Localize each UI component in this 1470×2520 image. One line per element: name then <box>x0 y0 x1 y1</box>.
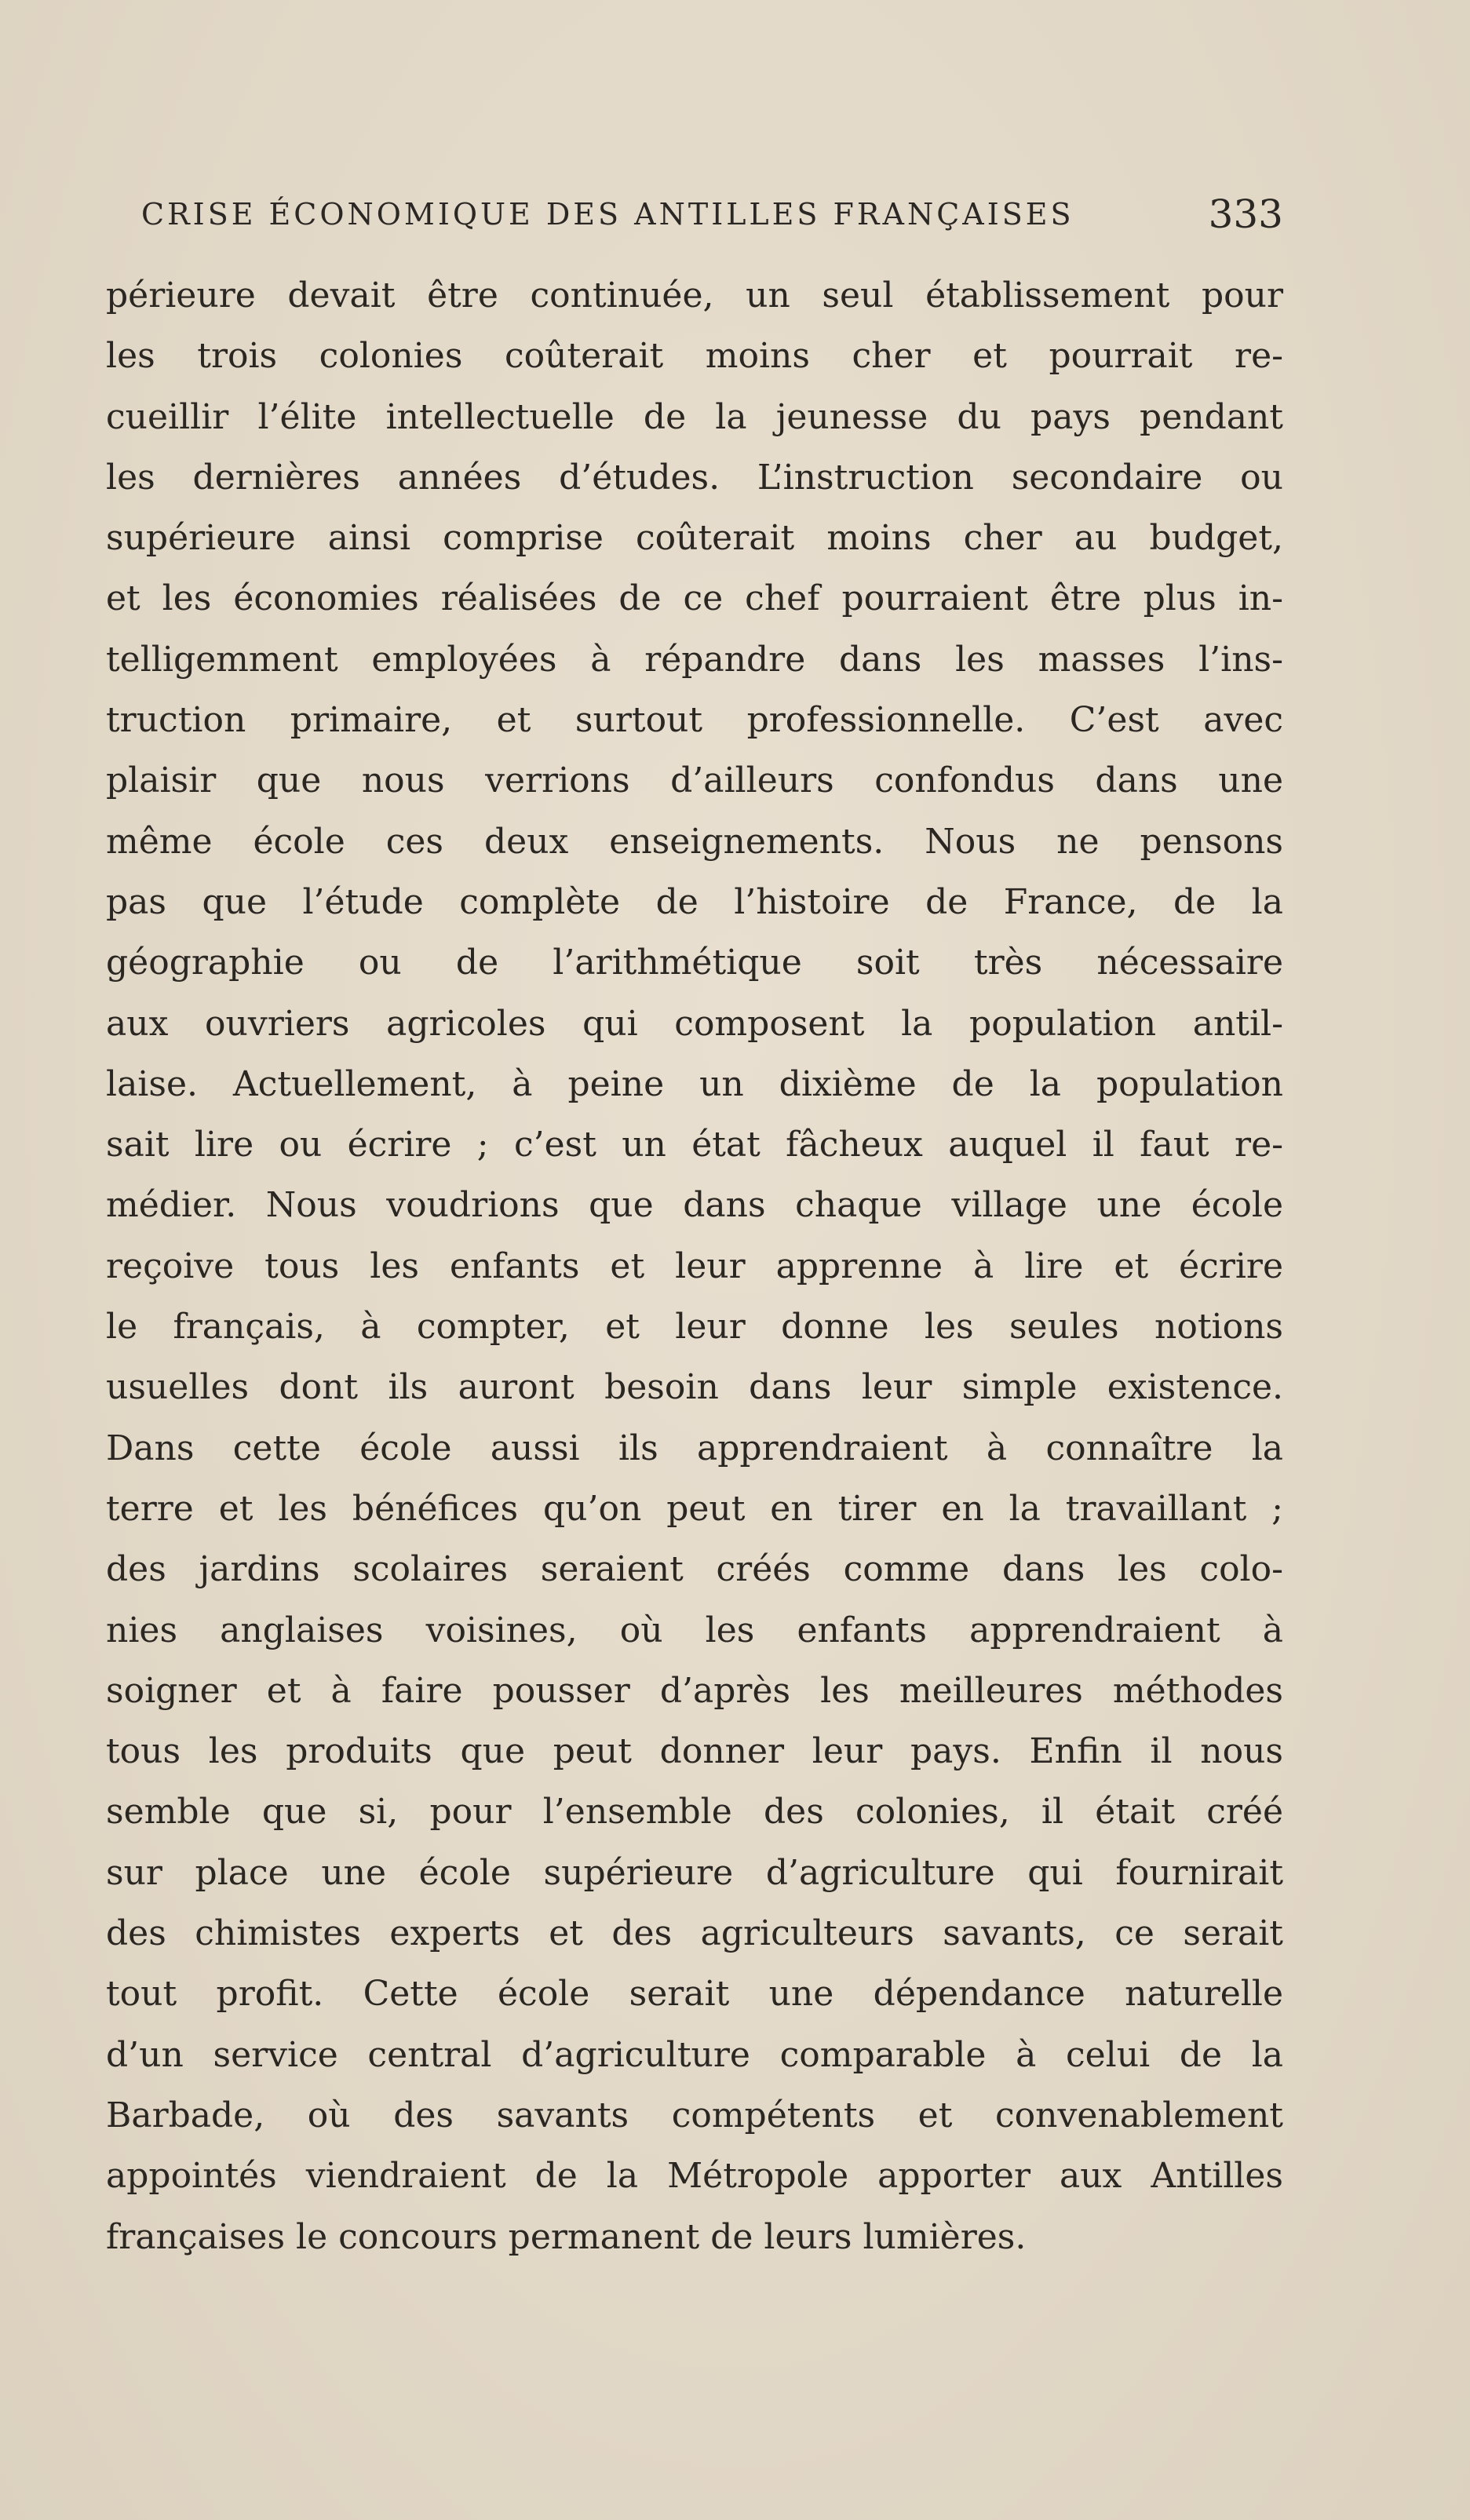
text-line: reçoive tous les enfants et leur apprenne à lire et écrire <box>106 1245 1283 1286</box>
text-line: truction primaire, et surtout professionnelle. C’est avec <box>106 700 1283 741</box>
running-title: CRISE ÉCONOMIQUE DES ANTILLES FRANÇAISES <box>141 197 1074 232</box>
text-line: même école ces deux enseignements. Nous ne pensons <box>106 821 1283 862</box>
text-line: médier. Nous voudrions que dans chaque village une école <box>106 1185 1283 1226</box>
text-line: tous les produits que peut donner leur pays. Enfin il nous <box>106 1731 1283 1772</box>
text-line: appointés viendraient de la Métropole apporter aux Antilles <box>106 2156 1283 2197</box>
text-line: usuelles dont ils auront besoin dans leur simple existence. <box>106 1367 1283 1408</box>
text-line: cueillir l’élite intellectuelle de la jeunesse du pays pendant <box>106 396 1283 437</box>
text-line: telligemment employées à répandre dans les masses l’ins- <box>106 639 1283 680</box>
text-line: sait lire ou écrire ; c’est un état fâcheux auquel il faut re- <box>106 1125 1283 1165</box>
page-header <box>141 187 1283 242</box>
text-line: françaises le concours permanent de leurs lumières. <box>106 2216 1027 2257</box>
text-line: et les économies réalisées de ce chef pourraient être plus in- <box>106 578 1283 619</box>
page-number: 333 <box>1208 191 1283 237</box>
text-line: semble que si, pour l’ensemble des colonies, il était créé <box>106 1792 1283 1833</box>
text-line: sur place une école supérieure d’agriculture qui fournirait <box>106 1852 1283 1893</box>
text-line: des chimistes experts et des agriculteurs savants, ce serait <box>106 1913 1283 1954</box>
text-line: géographie ou de l’arithmétique soit très nécessaire <box>106 943 1283 983</box>
text-line: tout profit. Cette école serait une dépendance naturelle <box>106 1974 1283 2015</box>
text-line: terre et les bénéfices qu’on peut en tirer en la travaillant ; <box>106 1488 1283 1529</box>
text-line: nies anglaises voisines, où les enfants apprendraient à <box>106 1610 1283 1650</box>
text-line: laise. Actuellement, à peine un dixième de la population <box>106 1063 1283 1104</box>
text-line: aux ouvriers agricoles qui composent la population antil- <box>106 1003 1283 1044</box>
text-line: les dernières années d’études. L’instruction secondaire ou <box>106 457 1283 498</box>
text-line: supérieure ainsi comprise coûterait moins cher au budget, <box>106 518 1283 559</box>
text-line: périeure devait être continuée, un seul établissement pour <box>106 275 1283 315</box>
text-line: des jardins scolaires seraient créés comme dans les colo- <box>106 1549 1283 1590</box>
body-paragraph <box>106 265 1283 2267</box>
text-line: d’un service central d’agriculture comparable à celui de la <box>106 2034 1283 2075</box>
text-line: le français, à compter, et leur donne les seules notions <box>106 1307 1283 1348</box>
text-line: soigner et à faire pousser d’après les meilleures méthodes <box>106 1670 1283 1711</box>
text-line: les trois colonies coûterait moins cher et pourrait re- <box>106 336 1283 377</box>
text-line: Barbade, où des savants compétents et convenablement <box>106 2095 1283 2135</box>
text-line: plaisir que nous verrions d’ailleurs confondus dans une <box>106 760 1283 801</box>
text-line: Dans cette école aussi ils apprendraient à connaître la <box>106 1428 1283 1468</box>
text-line: pas que l’étude complète de l’histoire de France, de la <box>106 881 1283 922</box>
